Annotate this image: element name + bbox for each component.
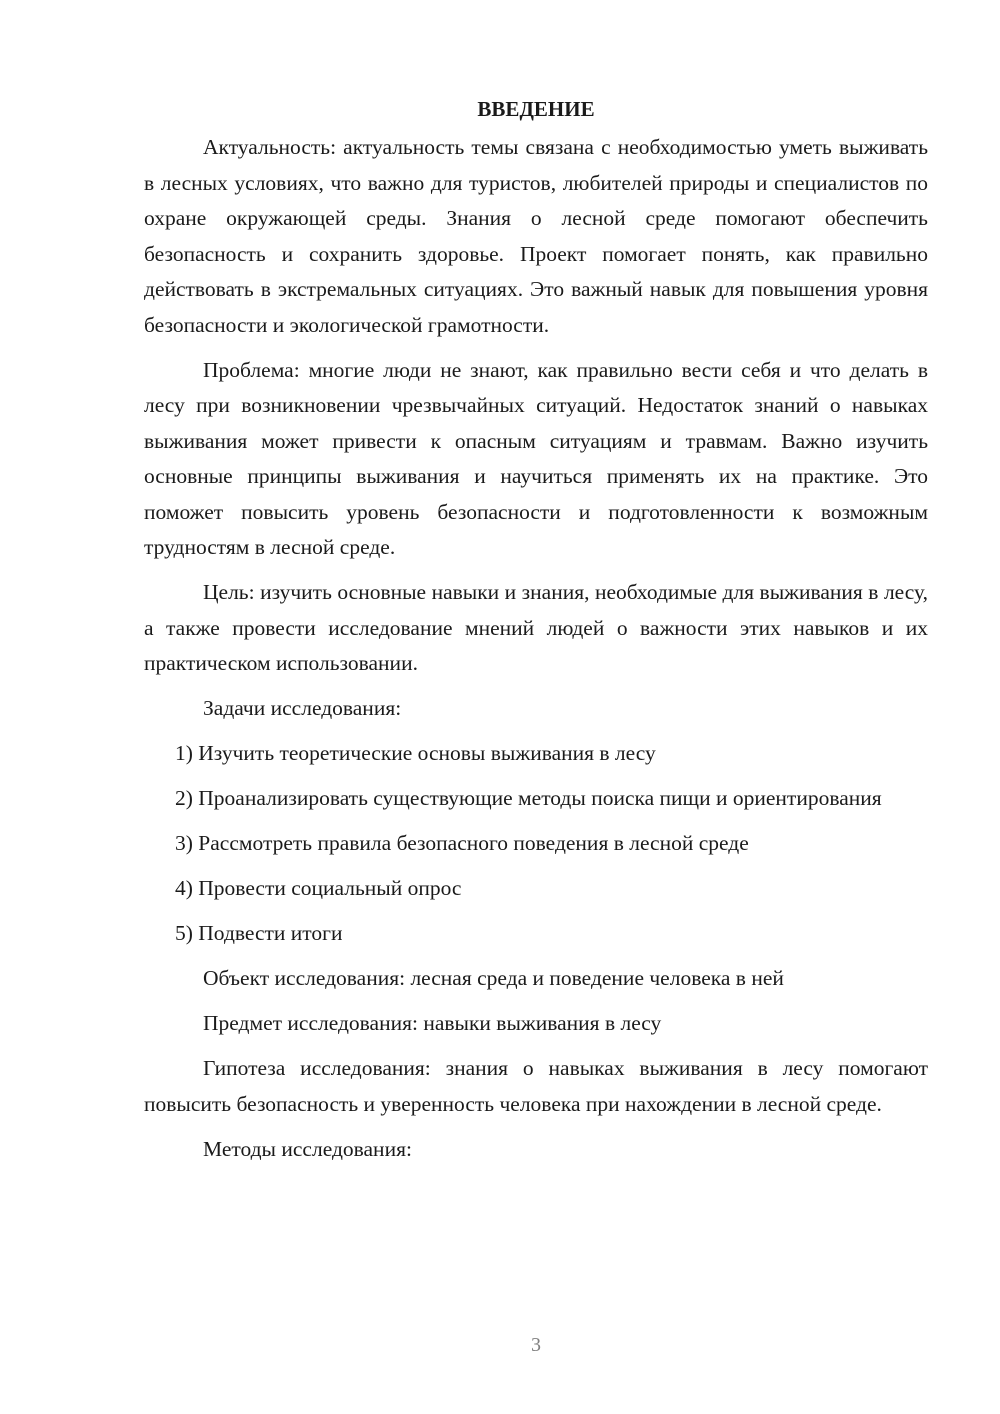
task-item-5: 5) Подвести итоги (175, 921, 343, 945)
page-number: 3 (531, 1334, 541, 1356)
problem-paragraph: Проблема: многие люди не знают, как правильно вести себя и что делать в лесу при возникновении чрезвычайных ситуаций. Недостаток знаний о навыках выживания может привести к опасным ситуациям и травмам. Важно изучить основные принципы выживания и научиться применять их на практике. Это поможет повысить уровень безопасности и подготовленности к возможным трудностям в лесной среде. (144, 357, 928, 559)
object-paragraph: Объект исследования: лесная среда и поведение человека в ней (203, 966, 784, 990)
tasks-heading: Задачи исследования: (203, 696, 402, 720)
goal-paragraph: Цель: изучить основные навыки и знания, необходимые для выживания в лесу, а также провести исследование мнений людей о важности этих навыков и их практическом использовании. (144, 580, 928, 675)
task-item-2: 2) Проанализировать существующие методы поиска пищи и ориентирования (175, 786, 882, 810)
task-item-4: 4) Провести социальный опрос (175, 876, 462, 900)
relevance-paragraph: Актуальность: актуальность темы связана с необходимостью уметь выживать в лесных условиях, что важно для туристов, любителей природы и специалистов по охране окружающей среды. Знания о лесной среде помогают обеспечить безопасность и сохранить здоровье. Проект помогает понять, как правильно действовать в экстремальных ситуациях. Это важный навык для повышения уровня безопасности и экологической грамотности. (144, 135, 928, 337)
document-page (144, 94, 928, 1167)
subject-paragraph: Предмет исследования: навыки выживания в лесу (203, 1011, 662, 1035)
task-item-1: 1) Изучить теоретические основы выживания в лесу (175, 741, 656, 765)
task-item-3: 3) Рассмотреть правила безопасного поведения в лесной среде (175, 831, 749, 855)
methods-paragraph: Методы исследования: (203, 1136, 412, 1161)
hypothesis-paragraph: Гипотеза исследования: знания о навыках выживания в лесу помогают повысить безопасность и уверенность человека при нахождении в лесной среде. (144, 1056, 928, 1116)
section-heading: ВВЕДЕНИЕ (477, 97, 595, 121)
